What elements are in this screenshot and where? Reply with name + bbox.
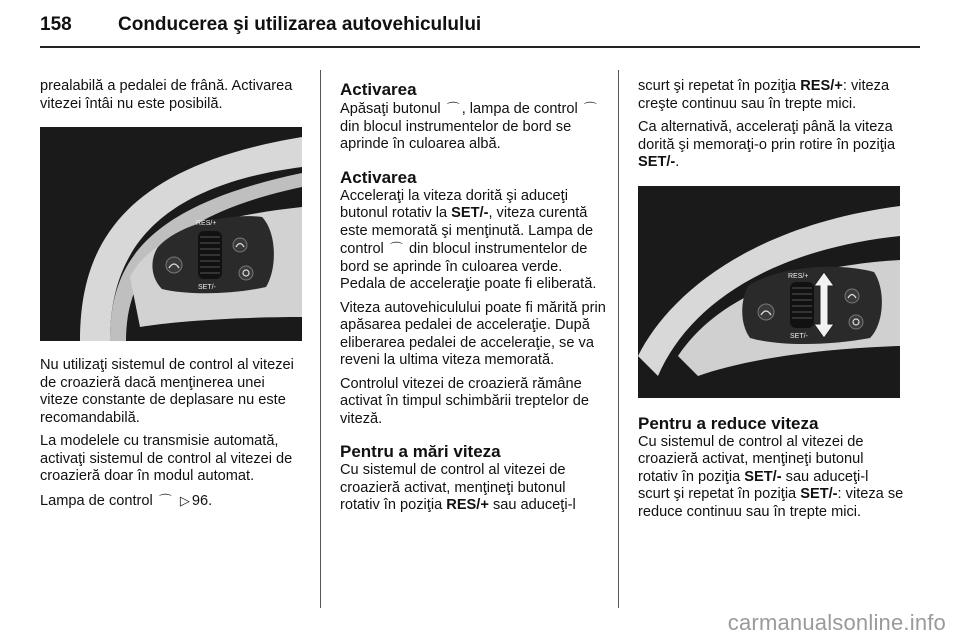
column-1	[40, 78, 306, 516]
paragraph: scurt şi repetat în poziţia RES/+: viteza creşte continuu sau în trepte mici.	[638, 78, 890, 112]
paragraph: prealabilă a pedalei de frână. Activarea vitezei întâi nu este posibilă.	[40, 78, 293, 112]
paragraph: La modelele cu transmisie automată, activaţi sistemul de control al vitezei de croazieră doar în modul automat.	[40, 433, 293, 484]
paragraph: Ca alternativă, acceleraţi până la viteza dorită şi memoraţi-o prin rotire în poziţia SET/-.	[638, 119, 896, 170]
paragraph: Cu sistemul de control al vitezei de croazieră activat, menţineţi butonul rotativ în poziţia SET/- sau aduceţi-l scurt şi repetat în poziţia SET/-: viteza se reduce continuu sau în trepte mici.	[638, 433, 904, 520]
column-divider	[618, 70, 619, 608]
cruise-control-lamp-icon: ⌒	[389, 241, 403, 256]
cruise-control-lamp-icon: ⌒	[158, 492, 172, 508]
page-number: 158	[40, 14, 72, 35]
res-label: RES/+	[196, 220, 217, 227]
section-heading: Activarea	[340, 80, 417, 99]
header-rule	[40, 46, 920, 48]
column-2	[340, 78, 606, 515]
res-label: RES/+	[788, 272, 809, 280]
paragraph: Lampa de control ⌒ ▷ 96.	[40, 492, 213, 509]
column-3	[638, 78, 904, 521]
cruise-control-button-icon: ⌒	[446, 101, 460, 116]
paragraph: Cu sistemul de control al vitezei de croazieră activat, menţineţi butonul rotativ în poziţia RES/+ sau aduceţi-l	[340, 462, 576, 513]
set-label: SET/-	[198, 284, 216, 291]
paragraph: Nu utilizaţi sistemul de control al vitezei de croazieră dacă menţinerea unei viteze constante de deplasare nu este recomandabilă.	[40, 357, 294, 426]
section-heading: Activarea	[340, 167, 417, 187]
page-reference-icon: ▷	[179, 492, 190, 508]
steering-wheel-illustration	[40, 127, 302, 341]
steering-wheel-rotary-illustration	[638, 186, 900, 398]
paragraph: Acceleraţi la viteza dorită şi aduceţi butonul rotativ la SET/-, viteza curentă este memorată şi menţinută. Lampa de control ⌒ din blocul instrumentelor de bord se aprinde în culoarea verde. Pedala de acceleraţie poate fi eliberată.	[340, 187, 597, 292]
steering-wheel-rotary-figure	[638, 186, 900, 398]
section-heading: Pentru a reduce viteza	[638, 413, 819, 433]
steering-wheel-figure	[40, 127, 302, 341]
paragraph: Controlul vitezei de croazieră rămâne activat în timpul schimbării treptelor de viteză.	[340, 375, 590, 427]
section-heading: Pentru a mări viteza	[340, 442, 501, 461]
page-title: Conducerea şi utilizarea autovehiculului	[118, 14, 482, 35]
paragraph: Viteza autovehiculului poate fi mărită prin apăsarea pedalei de acceleraţie. După eliberarea pedalei de acceleraţie, se va reveni la ultima viteza memorată.	[340, 299, 606, 368]
cruise-control-lamp-icon: ⌒	[583, 101, 597, 116]
set-label: SET/-	[790, 332, 808, 340]
column-divider	[320, 70, 321, 608]
paragraph: Apăsaţi butonul ⌒ , lampa de control ⌒ din blocul instrumentelor de bord se aprinde în culoarea albă.	[340, 101, 597, 152]
watermark: carmanualsonline.info	[727, 610, 946, 635]
